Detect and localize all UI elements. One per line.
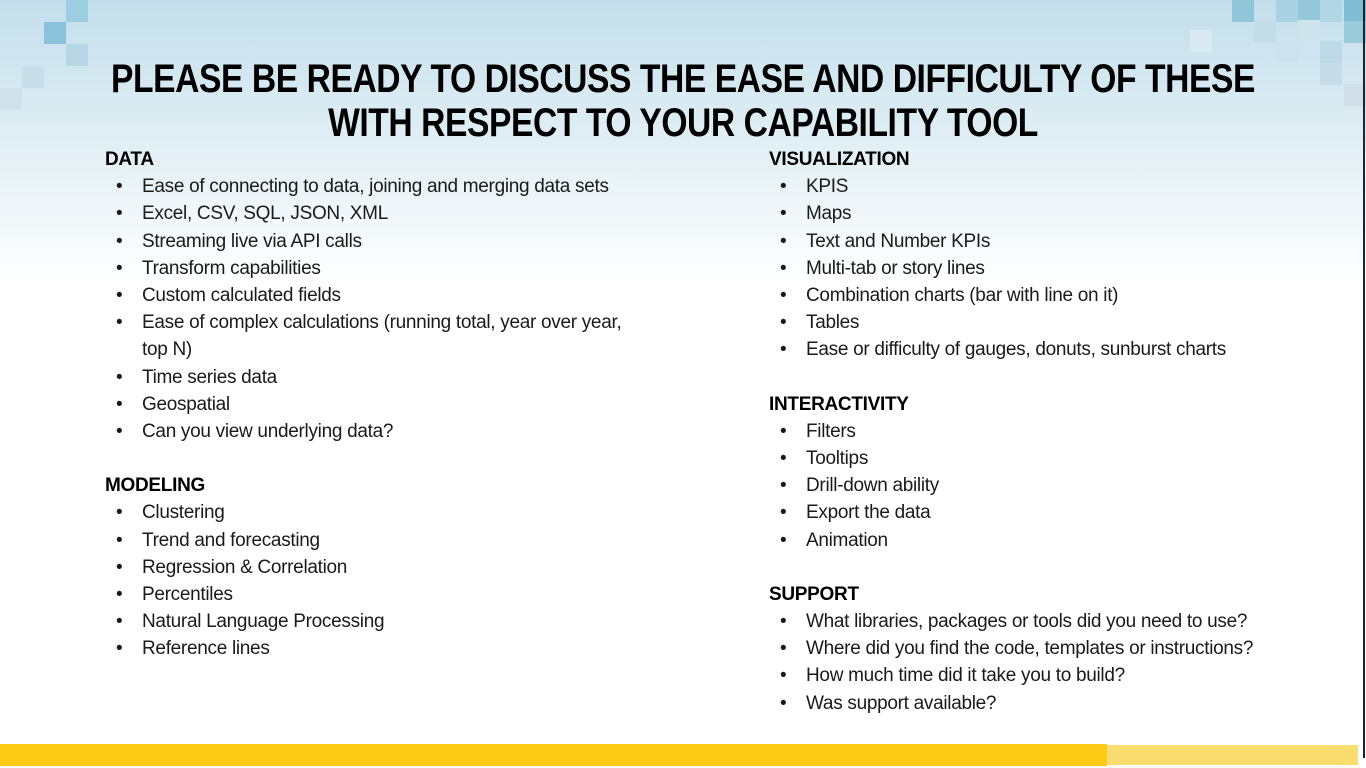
bullet-item	[769, 418, 1344, 445]
section-heading: SUPPORT	[769, 583, 859, 605]
bullet-item	[105, 200, 622, 227]
bullet-glyph: •	[116, 611, 123, 633]
bullet-glyph: •	[116, 257, 123, 279]
bullet-item	[769, 690, 1344, 717]
bullet-glyph: •	[780, 285, 787, 307]
bullet-glyph: •	[780, 502, 787, 524]
section-heading: DATA	[105, 149, 154, 170]
bullet-item	[769, 228, 1344, 255]
bottom-bar-light-segment	[1107, 745, 1358, 765]
bullet-item-label: Regression & Correlation	[142, 556, 348, 578]
bullet-item	[105, 581, 622, 608]
bullet-item	[769, 499, 1344, 526]
decor-square	[44, 22, 66, 44]
bullet-item-label: How much time did it take you to build?	[806, 665, 1125, 687]
decor-square	[1232, 0, 1254, 22]
bullet-glyph: •	[116, 312, 123, 334]
bullet-item-label: Can you view underlying data?	[142, 421, 394, 443]
bullet-item-label: Custom calculated fields	[142, 285, 341, 307]
bullet-item	[769, 255, 1344, 282]
bullet-item-label: Streaming live via API calls	[142, 230, 362, 252]
bullet-glyph: •	[780, 448, 787, 470]
bullet-glyph: •	[780, 176, 787, 198]
bullet-item-label: Was support available?	[806, 692, 997, 714]
bullet-item	[769, 309, 1344, 336]
bullet-item-label: Percentiles	[142, 584, 233, 606]
bullet-item	[105, 364, 622, 391]
section-support	[769, 581, 1344, 717]
decor-square	[1190, 30, 1212, 52]
bullet-item-label: Filters	[806, 420, 856, 442]
bullet-glyph: •	[780, 257, 787, 279]
bullet-item	[105, 282, 622, 309]
decor-square	[1254, 20, 1276, 42]
bullet-glyph: •	[116, 176, 123, 198]
bullet-item-label: Export the data	[806, 502, 931, 524]
bullet-glyph: •	[780, 475, 787, 497]
bullet-glyph: •	[116, 421, 123, 443]
bullet-item-label: Excel, CSV, SQL, JSON, XML	[142, 203, 388, 225]
bullet-item	[105, 255, 622, 282]
bullet-glyph: •	[780, 230, 787, 252]
bullet-item-label: Multi-tab or story lines	[806, 257, 985, 279]
bullet-item-label: Maps	[806, 203, 852, 225]
bullet-item	[769, 527, 1344, 554]
bullet-item-label: Ease or difficulty of gauges, donuts, sunburst charts	[806, 339, 1226, 361]
bullet-glyph: •	[116, 556, 123, 578]
bullet-item	[769, 472, 1344, 499]
bullet-glyph: •	[780, 529, 787, 551]
bullet-item-label: Where did you find the code, templates or instructions?	[806, 638, 1254, 660]
section-heading: MODELING	[105, 475, 205, 497]
bullet-glyph: •	[116, 529, 123, 551]
bullet-item-label: Tables	[806, 312, 860, 334]
bullet-item	[769, 282, 1344, 309]
bullet-item	[769, 662, 1344, 689]
decor-square	[1298, 20, 1320, 42]
decor-square	[66, 0, 88, 22]
bullet-item	[105, 635, 622, 662]
bullet-glyph: •	[116, 203, 123, 225]
right-edge-line	[1363, 0, 1365, 758]
section-heading: VISUALIZATION	[769, 149, 910, 170]
bottom-bar	[0, 744, 1366, 766]
bullet-item-label: Clustering	[142, 502, 225, 524]
bullet-item	[105, 391, 622, 418]
bullet-glyph: •	[780, 312, 787, 334]
bullet-item	[105, 527, 622, 554]
bullet-glyph: •	[780, 692, 787, 714]
bullet-item	[769, 445, 1344, 472]
bullet-item-label: Time series data	[142, 366, 277, 388]
bullet-item-label: What libraries, packages or tools did you need to use?	[806, 611, 1248, 633]
slide-title-line-1: PLEASE BE READY TO DISCUSS THE EASE AND DIFFICULTY OF THESE	[111, 57, 1255, 102]
bullet-glyph: •	[780, 638, 787, 660]
bullet-glyph: •	[116, 638, 123, 660]
bullet-item	[105, 608, 622, 635]
bullet-item-label: Drill-down ability	[806, 475, 939, 497]
bullet-item-label: Natural Language Processing	[142, 611, 385, 633]
bullet-item	[105, 173, 622, 200]
bullet-glyph: •	[116, 502, 123, 524]
slide-title-line-2: WITH RESPECT TO YOUR CAPABILITY TOOL	[328, 101, 1038, 146]
section-interactivity	[769, 391, 1344, 554]
section-data	[105, 146, 622, 445]
bullet-glyph: •	[780, 665, 787, 687]
bullet-item-label: Animation	[806, 529, 888, 551]
bullet-glyph: •	[116, 230, 123, 252]
bullet-item	[769, 200, 1344, 227]
bullet-glyph: •	[780, 611, 787, 633]
bullet-item-label: Ease of connecting to data, joining and merging data sets	[142, 176, 609, 198]
bullet-item-label: Combination charts (bar with line on it)	[806, 285, 1119, 307]
bullet-item	[769, 336, 1344, 363]
bullet-glyph: •	[780, 420, 787, 442]
bullet-item-label: Tooltips	[806, 448, 869, 470]
section-visualization	[769, 146, 1344, 364]
decor-square	[1276, 0, 1298, 22]
bullet-item-label: Ease of complex calculations (running total, year over year, top N)	[142, 312, 622, 361]
bullet-item-label: KPIS	[806, 176, 849, 198]
right-column	[769, 146, 1344, 717]
left-column	[105, 146, 622, 663]
bullet-item	[105, 228, 622, 255]
section-modeling	[105, 472, 622, 662]
bullet-glyph: •	[116, 285, 123, 307]
bullet-glyph: •	[116, 393, 123, 415]
bullet-glyph: •	[116, 366, 123, 388]
bullet-item	[769, 635, 1344, 662]
bottom-bar-gold-segment	[0, 744, 1107, 766]
section-heading: INTERACTIVITY	[769, 393, 909, 415]
bullet-item	[105, 309, 622, 363]
bullet-item-label: Geospatial	[142, 393, 230, 415]
bullet-item	[105, 418, 622, 445]
bullet-item	[105, 499, 622, 526]
bullet-glyph: •	[780, 339, 787, 361]
bullet-item	[105, 554, 622, 581]
bullet-item-label: Text and Number KPIs	[806, 230, 991, 252]
bullet-item-label: Reference lines	[142, 638, 270, 660]
decor-square	[1298, 0, 1320, 22]
bullet-item	[769, 608, 1344, 635]
bullet-item-label: Transform capabilities	[142, 257, 321, 279]
bullet-glyph: •	[780, 203, 787, 225]
slide-title	[0, 57, 1366, 145]
bullet-item-label: Trend and forecasting	[142, 529, 320, 551]
bullet-item	[769, 173, 1344, 200]
decor-square	[1320, 0, 1342, 22]
bullet-glyph: •	[116, 584, 123, 606]
